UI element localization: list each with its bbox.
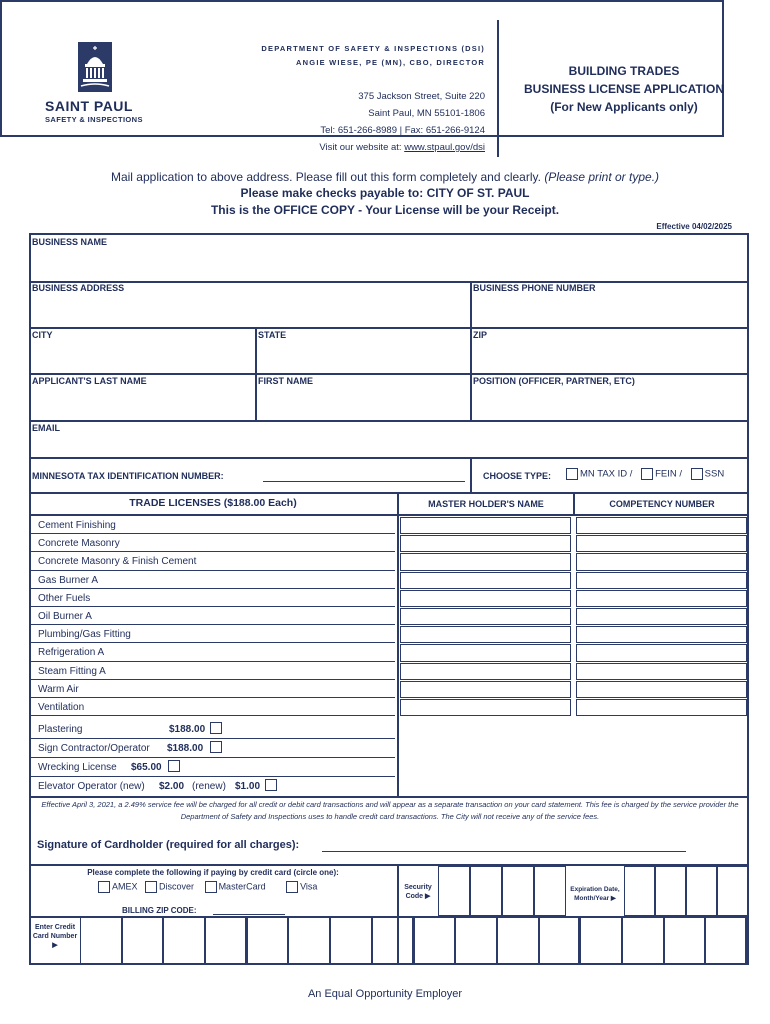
competency-input[interactable]: [576, 608, 747, 625]
billing-zip-label: BILLING ZIP CODE:: [122, 906, 197, 915]
competency-input[interactable]: [576, 553, 747, 570]
card-digit-box[interactable]: [122, 917, 164, 964]
card-digit-box[interactable]: [705, 917, 747, 964]
mastercard-label: MasterCard: [218, 881, 266, 892]
business-phone-label: BUSINESS PHONE NUMBER: [473, 283, 596, 293]
card-digit-box[interactable]: [664, 917, 706, 964]
master-holder-input[interactable]: [400, 608, 571, 625]
zip-input[interactable]: [473, 343, 747, 373]
elevator-renew-fee: $1.00: [235, 781, 261, 792]
discover-label: Discover: [159, 881, 195, 892]
mail-italic: (Please print or type.): [544, 170, 660, 184]
master-holder-header: MASTER HOLDER'S NAME: [428, 499, 544, 509]
master-holder-input[interactable]: [400, 572, 571, 589]
security-digit-box[interactable]: [502, 866, 534, 916]
trade-row: [31, 680, 395, 698]
competency-input[interactable]: [576, 663, 747, 680]
divider: [397, 514, 399, 797]
master-holder-input[interactable]: [400, 590, 571, 607]
zip-label: ZIP: [473, 330, 488, 340]
card-digit-box[interactable]: [247, 917, 289, 964]
card-digit-box[interactable]: [539, 917, 581, 964]
competency-input[interactable]: [576, 644, 747, 661]
master-holder-input[interactable]: [400, 517, 571, 534]
website-line: [240, 139, 485, 156]
security-digit-box[interactable]: [438, 866, 470, 916]
signature-input[interactable]: [322, 851, 686, 852]
trade-row: [31, 534, 395, 552]
city-address: Saint Paul, MN 55101-1806: [368, 108, 485, 119]
email-input[interactable]: [31, 436, 747, 456]
card-number-label: Enter Credit Card Number ▶: [32, 924, 78, 949]
ssn-checkbox[interactable]: [691, 468, 703, 480]
trade-name: Plumbing/Gas Fitting: [38, 629, 131, 641]
card-digit-box[interactable]: [80, 917, 122, 964]
trade-name: Concrete Masonry & Finish Cement: [38, 556, 197, 568]
elevator-label: Elevator Operator (new): [38, 781, 145, 792]
address-block: [240, 88, 485, 156]
plastering-fee: $188.00: [169, 724, 206, 735]
wrecking-row: [31, 758, 395, 777]
card-digit-box[interactable]: [455, 917, 497, 964]
position-label: POSITION (OFFICER, PARTNER, ETC): [473, 376, 635, 386]
trade-name: Steam Fitting A: [38, 665, 106, 677]
trade-row: [31, 607, 395, 625]
master-holder-input[interactable]: [400, 644, 571, 661]
card-digit-box[interactable]: [580, 917, 622, 964]
elevator-new-fee: $2.00: [159, 781, 185, 792]
card-types: [98, 881, 317, 893]
discover-checkbox[interactable]: [145, 881, 157, 893]
wrecking-label: Wrecking License: [38, 762, 117, 773]
competency-header: COMPETENCY NUMBER: [609, 499, 715, 509]
trade-name: Concrete Masonry: [38, 538, 120, 550]
sign-label: Sign Contractor/Operator: [38, 743, 150, 754]
card-digit-box[interactable]: [372, 917, 414, 964]
master-holder-input[interactable]: [400, 699, 571, 716]
first-name-input[interactable]: [258, 389, 468, 419]
trade-row: [31, 589, 395, 607]
security-code-label: Security Code ▶: [404, 884, 432, 900]
divider: [470, 457, 472, 493]
office-copy-note: This is the OFFICE COPY - Your License will be your Receipt.: [210, 203, 560, 217]
tax-id-input[interactable]: [263, 481, 465, 482]
divider: [470, 327, 472, 374]
security-digit-box[interactable]: [534, 866, 566, 916]
sign-row: [31, 739, 395, 758]
department-info: [240, 42, 485, 70]
master-holder-input[interactable]: [400, 553, 571, 570]
state-input[interactable]: [258, 343, 468, 373]
elevator-checkbox[interactable]: [265, 779, 277, 791]
trade-name: Warm Air: [38, 683, 79, 695]
sign-fee: $188.00: [167, 743, 204, 754]
mn-tax-id-label: MN TAX ID /: [580, 468, 633, 480]
elevator-row: [31, 777, 395, 796]
department-name: DEPARTMENT OF SAFETY & INSPECTIONS (DSI): [261, 44, 485, 53]
divider: [29, 420, 749, 422]
email-label: EMAIL: [32, 423, 60, 433]
position-input[interactable]: [473, 389, 747, 419]
phone-fax: Tel: 651-266-8989 | Fax: 651-266-9124: [320, 125, 485, 136]
competency-input[interactable]: [576, 681, 747, 698]
competency-input[interactable]: [576, 626, 747, 643]
card-digit-box[interactable]: [163, 917, 205, 964]
business-name-input[interactable]: [31, 250, 747, 280]
business-phone-input[interactable]: [473, 296, 747, 326]
competency-input[interactable]: [576, 517, 747, 534]
service-fee-notice: Effective April 3, 2021, a 2.49% service fee will be charged for all credit or debit card transactions and will appear as a separate transaction on your card statement. This fee is charged by the service provider the Department of Safety and Inspections uses to handle credit card transactions. The City will not receive any of the service fees.: [41, 800, 739, 821]
trade-name: Refrigeration A: [38, 647, 105, 659]
form-title: [499, 62, 749, 116]
master-holder-input[interactable]: [400, 626, 571, 643]
saint-paul-logo-icon: [78, 42, 112, 92]
trade-row: [31, 571, 395, 589]
competency-input[interactable]: [576, 535, 747, 552]
divider: [470, 281, 472, 328]
trade-name: Cement Finishing: [38, 520, 116, 531]
business-address-label: BUSINESS ADDRESS: [32, 283, 125, 293]
card-digit-box[interactable]: [497, 917, 539, 964]
signature-label: Signature of Cardholder (required for all charges):: [37, 839, 300, 851]
title-line3: (For New Applicants only): [550, 100, 698, 114]
state-label: STATE: [258, 330, 287, 340]
director-name: ANGIE WIESE, PE (MN), CBO, DIRECTOR: [296, 58, 485, 67]
mail-instructions: [25, 170, 745, 184]
divider: [29, 457, 749, 459]
trade-name: Gas Burner A: [38, 574, 99, 586]
trade-name: Ventilation: [38, 702, 85, 713]
tax-id-label: MINNESOTA TAX IDENTIFICATION NUMBER:: [32, 471, 224, 481]
trade-row: [31, 516, 395, 534]
trade-row: [31, 552, 395, 570]
trades-header: TRADE LICENSES ($188.00 Each): [129, 497, 297, 509]
divider: [29, 492, 749, 494]
title-line1: BUILDING TRADES: [568, 64, 680, 78]
competency-input[interactable]: [576, 590, 747, 607]
billing-zip-input[interactable]: [213, 914, 285, 915]
trade-name: Other Fuels: [38, 592, 91, 604]
wrecking-checkbox[interactable]: [168, 760, 180, 772]
city-input[interactable]: [31, 343, 253, 373]
divider: [29, 327, 749, 329]
competency-input[interactable]: [576, 699, 747, 716]
business-address-input[interactable]: [31, 296, 469, 326]
divider: [255, 327, 257, 374]
divider: [29, 796, 749, 798]
divider: [29, 373, 749, 375]
expiration-digit-box[interactable]: [655, 866, 686, 916]
divider: [29, 281, 749, 283]
last-name-input[interactable]: [31, 389, 253, 419]
mail-text: Mail application to above address. Please fill out this form completely and clearly.: [110, 170, 541, 184]
footer-text: An Equal Opportunity Employer: [307, 988, 463, 1000]
org-subtitle: SAFETY & INSPECTIONS: [45, 115, 143, 124]
competency-input[interactable]: [576, 572, 747, 589]
elevator-renew-label: (renew): [192, 781, 226, 792]
master-holder-input[interactable]: [400, 681, 571, 698]
card-digit-box[interactable]: [414, 917, 456, 964]
fein-label: FEIN /: [655, 468, 682, 480]
trade-name: Oil Burner A: [38, 611, 92, 622]
fein-checkbox[interactable]: [641, 468, 653, 480]
mn-tax-id-checkbox[interactable]: [566, 468, 578, 480]
expiration-digit-box[interactable]: [686, 866, 717, 916]
ssn-label: SSN: [704, 468, 725, 480]
trade-row: [31, 625, 395, 643]
website-link[interactable]: www.stpaul.gov/dsi: [404, 142, 485, 153]
plastering-label: Plastering: [38, 724, 83, 735]
mastercard-checkbox[interactable]: [205, 881, 217, 893]
divider: [255, 373, 257, 420]
trade-row: [31, 698, 395, 716]
plastering-row: [31, 720, 395, 739]
title-line2: BUSINESS LICENSE APPLICATION: [523, 82, 725, 96]
expiration-label: Expiration Date, Month/Year ▶: [570, 886, 620, 902]
security-digit-box[interactable]: [470, 866, 502, 916]
sign-checkbox[interactable]: [210, 741, 222, 753]
master-holder-input[interactable]: [400, 663, 571, 680]
amex-checkbox[interactable]: [98, 881, 110, 893]
tax-type-options: [566, 468, 724, 480]
amex-label: AMEX: [112, 881, 138, 892]
master-holder-input[interactable]: [400, 535, 571, 552]
plastering-checkbox[interactable]: [210, 722, 222, 734]
wrecking-fee: $65.00: [131, 762, 162, 773]
org-name: SAINT PAUL: [45, 98, 133, 114]
checks-payable: Please make checks payable to: CITY OF ST. PAUL: [240, 186, 530, 200]
card-digit-box[interactable]: [330, 917, 372, 964]
credit-card-instructions: Please complete the following if paying by credit card (circle one):: [87, 868, 339, 877]
expiration-digit-box[interactable]: [624, 866, 655, 916]
choose-type-label: CHOOSE TYPE:: [483, 471, 552, 481]
visa-label: Visa: [300, 881, 318, 892]
divider: [470, 373, 472, 420]
city-label: CITY: [32, 330, 53, 340]
expiration-digit-box[interactable]: [717, 866, 748, 916]
card-digit-box[interactable]: [622, 917, 664, 964]
street-address: 375 Jackson Street, Suite 220: [358, 91, 485, 102]
first-name-label: FIRST NAME: [258, 376, 313, 386]
effective-date: Effective 04/02/2025: [656, 222, 732, 231]
last-name-label: APPLICANT'S LAST NAME: [32, 376, 147, 386]
business-name-label: BUSINESS NAME: [32, 237, 108, 247]
trade-row: [31, 643, 395, 661]
card-digit-box[interactable]: [288, 917, 330, 964]
website-prefix: Visit our website at:: [319, 142, 405, 153]
visa-checkbox[interactable]: [286, 881, 298, 893]
card-digit-box[interactable]: [205, 917, 247, 964]
special-licenses: [31, 720, 395, 797]
trade-row: [31, 662, 395, 680]
